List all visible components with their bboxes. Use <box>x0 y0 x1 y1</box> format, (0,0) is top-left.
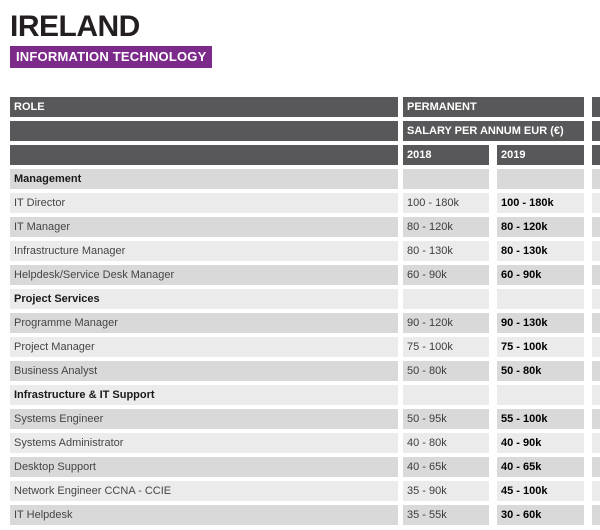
table-row <box>10 481 600 501</box>
cutoff-cell <box>592 337 600 357</box>
table-row <box>10 313 600 333</box>
cutoff-header-spacer <box>592 121 600 141</box>
salary-2019-cell: 75 - 100k <box>497 337 584 357</box>
role-cell: Project Services <box>10 289 398 309</box>
salary-2019-cell: 80 - 130k <box>497 241 584 261</box>
role-header-spacer <box>10 145 398 165</box>
year-2019-header: 2019 <box>497 145 584 165</box>
role-cell: Desktop Support <box>10 457 398 477</box>
role-cell: Infrastructure & IT Support <box>10 385 398 405</box>
table-row <box>10 457 600 477</box>
table-row <box>10 505 600 525</box>
role-cell: Management <box>10 169 398 189</box>
salary-2018-cell <box>403 169 489 189</box>
role-header-spacer <box>10 121 398 141</box>
year-2018-header: 2018 <box>403 145 489 165</box>
salary-2018-cell <box>403 289 489 309</box>
table-header-row-3 <box>10 145 600 165</box>
role-cell: Network Engineer CCNA - CCIE <box>10 481 398 501</box>
salary-2019-cell: 60 - 90k <box>497 265 584 285</box>
cutoff-header-spacer <box>592 145 600 165</box>
table-row <box>10 265 600 285</box>
table-body <box>10 169 600 525</box>
table-row <box>10 169 600 189</box>
salary-2018-cell: 60 - 90k <box>403 265 489 285</box>
role-cell: Infrastructure Manager <box>10 241 398 261</box>
cutoff-cell <box>592 313 600 333</box>
salary-2018-cell: 40 - 80k <box>403 433 489 453</box>
salary-2019-cell: 45 - 100k <box>497 481 584 501</box>
table-row <box>10 289 600 309</box>
salary-2018-cell: 80 - 130k <box>403 241 489 261</box>
table-row <box>10 193 600 213</box>
cutoff-cell <box>592 241 600 261</box>
cutoff-cell <box>592 217 600 237</box>
salary-2019-cell: 90 - 130k <box>497 313 584 333</box>
role-cell: Programme Manager <box>10 313 398 333</box>
salary-2018-cell: 35 - 90k <box>403 481 489 501</box>
role-cell: Systems Engineer <box>10 409 398 429</box>
salary-2018-cell <box>403 385 489 405</box>
role-column-header: ROLE <box>10 97 398 117</box>
cutoff-cell <box>592 169 600 189</box>
salary-2019-cell: 80 - 120k <box>497 217 584 237</box>
table-row <box>10 337 600 357</box>
table-row <box>10 433 600 453</box>
salary-2018-cell: 35 - 55k <box>403 505 489 525</box>
cutoff-cell <box>592 289 600 309</box>
cutoff-cell <box>592 385 600 405</box>
category-banner: INFORMATION TECHNOLOGY <box>10 46 212 68</box>
table-row <box>10 241 600 261</box>
salary-2019-cell: 30 - 60k <box>497 505 584 525</box>
salary-2018-cell: 80 - 120k <box>403 217 489 237</box>
salary-2018-cell: 100 - 180k <box>403 193 489 213</box>
cutoff-column-header <box>592 97 600 117</box>
salary-2018-cell: 75 - 100k <box>403 337 489 357</box>
salary-2018-cell: 50 - 95k <box>403 409 489 429</box>
cutoff-cell <box>592 409 600 429</box>
role-cell: IT Helpdesk <box>10 505 398 525</box>
salary-2019-cell <box>497 385 584 405</box>
table-row <box>10 385 600 405</box>
role-cell: Project Manager <box>10 337 398 357</box>
salary-2019-cell: 40 - 65k <box>497 457 584 477</box>
table-row <box>10 217 600 237</box>
role-cell: Systems Administrator <box>10 433 398 453</box>
role-cell: Business Analyst <box>10 361 398 381</box>
salary-2018-cell: 50 - 80k <box>403 361 489 381</box>
role-cell: Helpdesk/Service Desk Manager <box>10 265 398 285</box>
cutoff-cell <box>592 265 600 285</box>
page-title: IRELAND <box>10 10 140 43</box>
cutoff-cell <box>592 433 600 453</box>
role-cell: IT Director <box>10 193 398 213</box>
cutoff-cell <box>592 505 600 525</box>
role-cell: IT Manager <box>10 217 398 237</box>
salary-2019-cell: 40 - 90k <box>497 433 584 453</box>
salary-table <box>10 97 600 525</box>
table-row <box>10 409 600 429</box>
table-header-row-1 <box>10 97 600 117</box>
salary-2019-cell: 55 - 100k <box>497 409 584 429</box>
permanent-column-header: PERMANENT <box>403 97 584 117</box>
salary-per-annum-header: SALARY PER ANNUM EUR (€) <box>403 121 584 141</box>
salary-2018-cell: 40 - 65k <box>403 457 489 477</box>
salary-2018-cell: 90 - 120k <box>403 313 489 333</box>
salary-2019-cell: 100 - 180k <box>497 193 584 213</box>
salary-2019-cell <box>497 289 584 309</box>
cutoff-cell <box>592 457 600 477</box>
table-row <box>10 361 600 381</box>
salary-2019-cell <box>497 169 584 189</box>
salary-2019-cell: 50 - 80k <box>497 361 584 381</box>
cutoff-cell <box>592 361 600 381</box>
cutoff-cell <box>592 193 600 213</box>
cutoff-cell <box>592 481 600 501</box>
table-header-row-2 <box>10 121 600 141</box>
